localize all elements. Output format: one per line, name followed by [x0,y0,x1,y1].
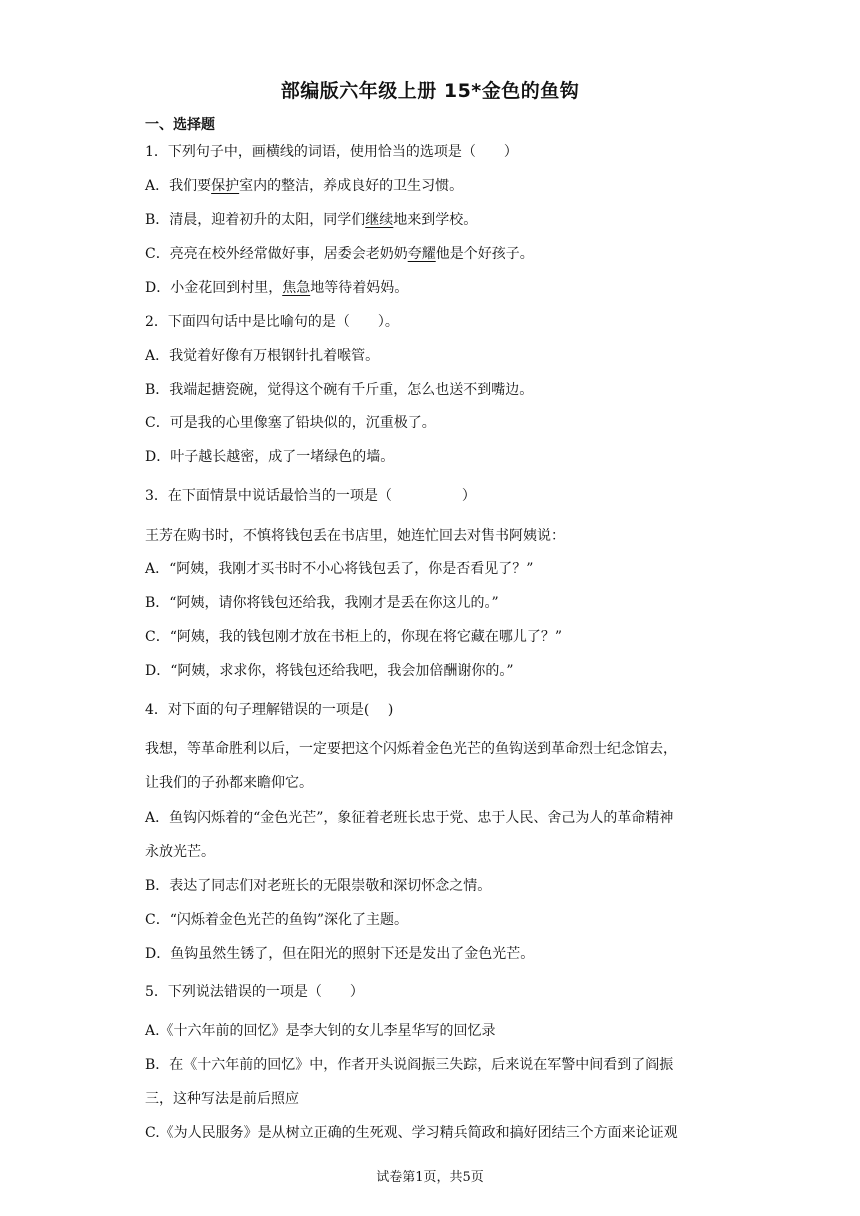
underlined-word: 夸耀 [407,246,436,262]
section-heading: 一、选择题 [145,117,215,133]
question-4-quote-line-2: 让我们的子孙都来瞻仰它。 [145,775,313,791]
question-4-stem: 4．对下面的句子理解错误的一项是( ) [145,702,394,718]
question-1-option-a: A．我们要保护室内的整洁，养成良好的卫生习惯。 [145,178,464,194]
question-4-option-c: C．“闪烁着金色光芒的鱼钩”深化了主题。 [145,912,409,928]
question-4-quote-line-1: 我想，等革命胜利以后，一定要把这个闪烁着金色光芒的鱼钩送到革命烈士纪念馆去， [145,741,677,757]
question-2-option-a: A．我觉着好像有万根钢针扎着喉管。 [145,348,380,364]
page-title: 部编版六年级上册 15*金色的鱼钩 [280,80,580,102]
question-5-option-c-line-1: C.《为人民服务》是从树立正确的生死观、学习精兵简政和搞好团结三个方面来论证观 [145,1125,678,1141]
underlined-word: 继续 [365,212,394,228]
question-5-option-b-line-1: B．在《十六年前的回忆》中，作者开头说阎振三失踪，后来说在军警中间看到了阎振 [145,1057,674,1073]
question-3-option-d: D．“阿姨，求求你，将钱包还给我吧，我会加倍酬谢你的。” [145,663,514,679]
underlined-word: 焦急 [282,280,311,296]
question-2-option-c: C．可是我的心里像塞了铅块似的，沉重极了。 [145,415,436,431]
question-3-option-b: B．“阿姨，请你将钱包还给我，我刚才是丢在你这儿的。” [145,595,499,611]
question-4-option-b: B．表达了同志们对老班长的无限崇敬和深切怀念之情。 [145,878,492,894]
question-3-stem: 3．在下面情景中说话最恰当的一项是（ ） [145,488,476,504]
question-2-option-d: D．叶子越长越密，成了一堵绿色的墙。 [145,449,395,465]
question-2-stem: 2．下面四句话中是比喻句的是（ ）。 [145,314,399,330]
question-5-option-b-line-2: 三，这种写法是前后照应 [145,1091,299,1107]
question-1-stem: 1．下列句子中，画横线的词语，使用恰当的选项是（ ） [145,144,518,160]
question-4-option-d: D．鱼钩虽然生锈了，但在阳光的照射下还是发出了金色光芒。 [145,946,535,962]
question-3-context: 王芳在购书时，不慎将钱包丢在书店里，她连忙回去对售书阿姨说： [145,528,565,544]
question-1-option-b: B．清晨，迎着初升的太阳，同学们继续地来到学校。 [145,212,478,228]
question-3-option-c: C．“阿姨，我的钱包刚才放在书柜上的，你现在将它藏在哪儿了？” [145,629,563,645]
question-4-option-a-line-2: 永放光芒。 [145,844,215,860]
question-1-option-c: C．亮亮在校外经常做好事，居委会老奶奶夸耀他是个好孩子。 [145,246,534,262]
question-5-stem: 5．下列说法错误的一项是（ ） [145,984,364,1000]
question-2-option-b: B．我端起搪瓷碗，觉得这个碗有千斤重，怎么也送不到嘴边。 [145,382,534,398]
page-footer: 试卷第1页，共5页 [376,1170,484,1185]
question-5-option-a: A.《十六年前的回忆》是李大钊的女儿李星华写的回忆录 [145,1023,496,1039]
question-3-option-a: A．“阿姨，我刚才买书时不小心将钱包丢了，你是否看见了？” [145,561,534,577]
question-1-option-d: D．小金花回到村里，焦急地等待着妈妈。 [145,280,409,296]
question-4-option-a-line-1: A．鱼钩闪烁着的“金色光芒”，象征着老班长忠于党、忠于人民、舍己为人的革命精神 [145,810,674,826]
underlined-word: 保护 [211,178,240,194]
